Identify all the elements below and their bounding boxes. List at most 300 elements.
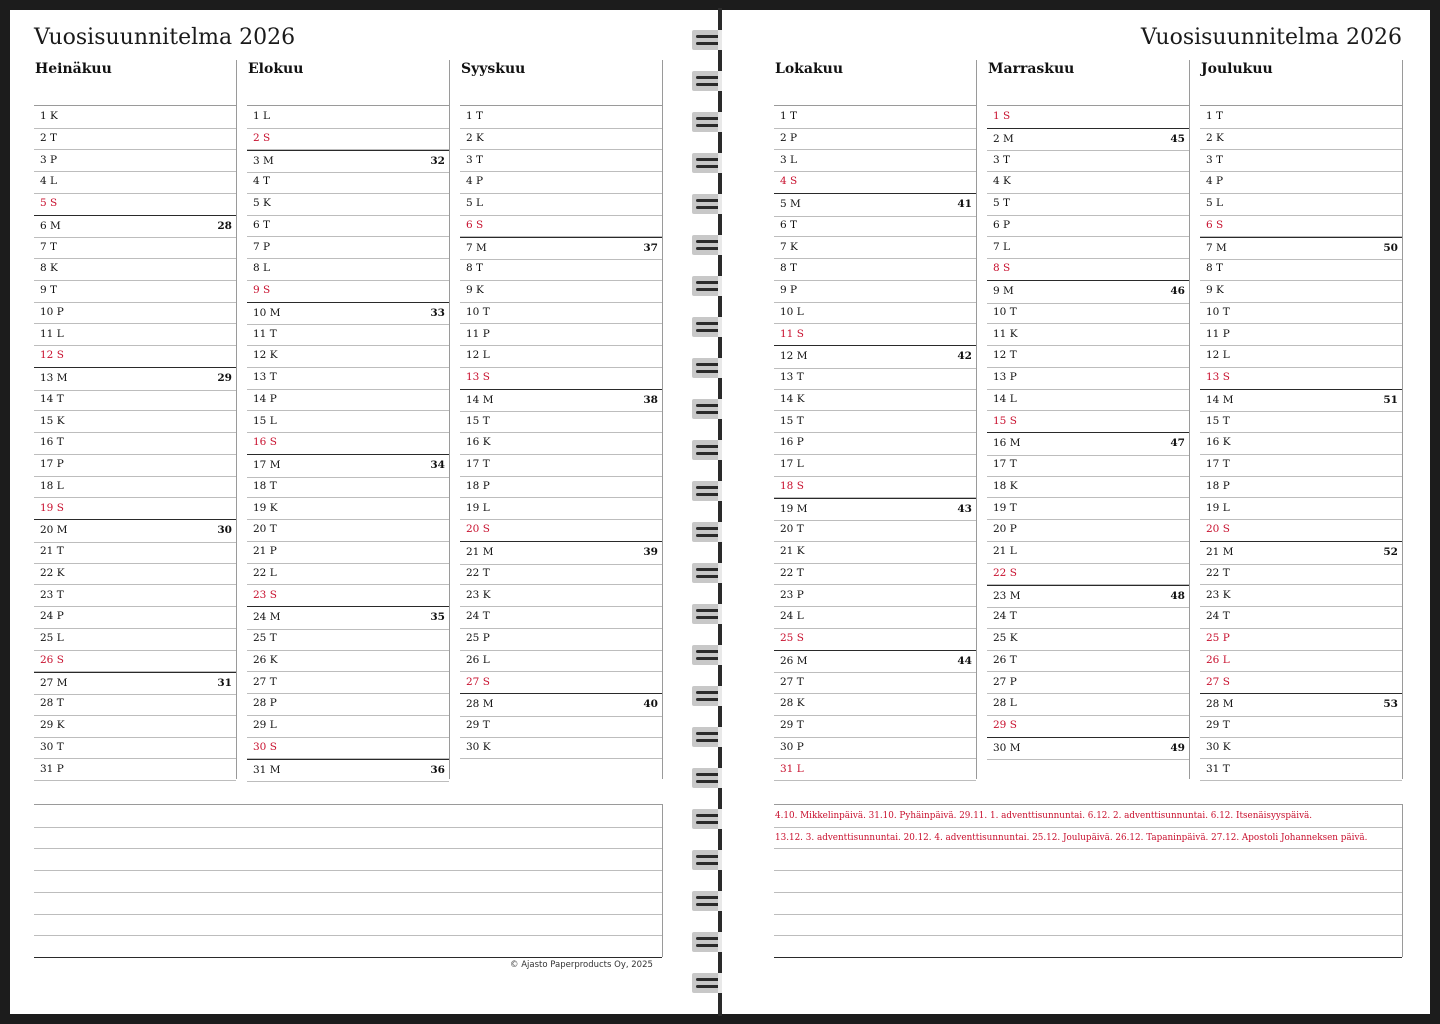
- day-row[interactable]: [1200, 737, 1402, 760]
- day-row[interactable]: [460, 324, 662, 347]
- day-row[interactable]: [460, 389, 662, 413]
- day-row[interactable]: [987, 454, 1189, 477]
- day-row[interactable]: [460, 454, 662, 477]
- day-row[interactable]: [1200, 693, 1402, 717]
- day-row[interactable]: [1200, 541, 1402, 565]
- week-number: 37: [643, 241, 658, 254]
- day-row[interactable]: [34, 389, 236, 412]
- note-line: [34, 957, 662, 958]
- day-label: 26 L: [466, 653, 490, 666]
- day-label: 25 T: [253, 632, 277, 644]
- day-label: 17 T: [466, 458, 490, 470]
- day-label: 14 M: [466, 393, 494, 406]
- day-row[interactable]: [460, 215, 662, 238]
- day-row[interactable]: [247, 280, 449, 303]
- week-number: 35: [430, 611, 445, 624]
- day-row[interactable]: [247, 715, 449, 738]
- day-row[interactable]: [774, 171, 976, 194]
- day-label: 15 T: [466, 414, 490, 427]
- day-row[interactable]: [460, 737, 662, 760]
- day-row[interactable]: [987, 715, 1189, 738]
- day-label: 28 K: [780, 697, 805, 710]
- day-row[interactable]: [987, 258, 1189, 281]
- day-label: 10 L: [780, 305, 804, 318]
- day-label: 10 T: [466, 305, 490, 318]
- day-label: 13 S: [466, 371, 490, 383]
- day-row[interactable]: [247, 563, 449, 586]
- day-row[interactable]: [34, 171, 236, 194]
- day-row[interactable]: [774, 476, 976, 499]
- day-row[interactable]: [1200, 215, 1402, 238]
- day-row[interactable]: [987, 345, 1189, 368]
- day-label: 6 T: [780, 218, 798, 231]
- month-column-joulukuu: [1200, 60, 1403, 779]
- day-label: 12 S: [40, 349, 64, 362]
- day-label: 15 T: [780, 414, 804, 427]
- day-label: 18 K: [993, 479, 1018, 492]
- day-row[interactable]: [460, 150, 662, 173]
- day-row[interactable]: [460, 650, 662, 673]
- day-label: 10 T: [993, 305, 1017, 318]
- day-label: 3 P: [40, 153, 58, 166]
- day-label: 2 K: [466, 131, 484, 144]
- day-row[interactable]: [34, 563, 236, 586]
- day-row[interactable]: [247, 606, 449, 630]
- day-row[interactable]: [774, 628, 976, 651]
- day-row[interactable]: [987, 585, 1189, 609]
- day-row[interactable]: [774, 454, 976, 477]
- day-row[interactable]: [1200, 519, 1402, 542]
- holiday-line-1: 4.10. Mikkelinpäivä. 31.10. Pyhäinpäivä. 29.11. 1. adventtisunnuntai. 6.12. 2. adventtisunnuntai. 6.12. Itsenäisyyspäivä.: [775, 811, 1313, 821]
- day-row[interactable]: [1200, 585, 1402, 608]
- day-row[interactable]: [774, 432, 976, 455]
- day-row[interactable]: [774, 498, 976, 522]
- day-label: 27 P: [993, 675, 1017, 688]
- day-row[interactable]: [774, 693, 976, 716]
- day-label: 31 M: [253, 763, 281, 776]
- day-row[interactable]: [460, 476, 662, 499]
- day-row[interactable]: [987, 150, 1189, 173]
- day-label: 9 K: [466, 284, 484, 296]
- day-row[interactable]: [1200, 302, 1402, 325]
- day-row[interactable]: [774, 519, 976, 542]
- day-row[interactable]: [34, 258, 236, 281]
- day-row[interactable]: [987, 215, 1189, 238]
- day-row[interactable]: [987, 519, 1189, 542]
- day-row[interactable]: [460, 367, 662, 390]
- day-row[interactable]: [987, 367, 1189, 390]
- day-row[interactable]: [774, 606, 976, 629]
- day-label: 7 L: [993, 240, 1010, 253]
- day-label: 17 L: [780, 458, 804, 470]
- day-row[interactable]: [1200, 106, 1402, 129]
- day-row[interactable]: [987, 628, 1189, 651]
- day-label: 20 P: [993, 523, 1017, 536]
- day-label: 22 T: [466, 566, 490, 579]
- day-row[interactable]: [774, 280, 976, 303]
- day-row[interactable]: [987, 498, 1189, 521]
- day-row[interactable]: [987, 171, 1189, 194]
- day-label: 15 S: [993, 414, 1017, 427]
- day-label: 30 T: [40, 740, 64, 753]
- day-row[interactable]: [34, 432, 236, 455]
- day-row[interactable]: [460, 498, 662, 521]
- day-label: 2 M: [993, 132, 1014, 145]
- day-row[interactable]: [460, 106, 662, 129]
- day-label: 1 T: [466, 110, 484, 122]
- day-row[interactable]: [34, 237, 236, 260]
- day-label: 20 T: [780, 523, 804, 536]
- day-row[interactable]: [34, 476, 236, 499]
- day-row[interactable]: [987, 324, 1189, 347]
- day-row[interactable]: [987, 737, 1189, 761]
- week-number: 30: [217, 524, 232, 537]
- day-row[interactable]: [34, 650, 236, 673]
- day-row[interactable]: [247, 215, 449, 238]
- week-number: 29: [217, 372, 232, 384]
- day-row[interactable]: [1200, 171, 1402, 194]
- day-label: 7 K: [780, 240, 798, 253]
- day-label: 23 K: [466, 588, 491, 601]
- day-label: 24 P: [40, 610, 64, 623]
- day-row[interactable]: [34, 193, 236, 216]
- day-row[interactable]: [1200, 715, 1402, 738]
- holiday-line-2: 13.12. 3. adventtisunnuntai. 20.12. 4. adventtisunnuntai. 25.12. Joulupäivä. 26.12. Tapaninpäivä. 27.12. Apostoli Johanneksen päivä.: [775, 833, 1368, 843]
- day-label: 31 L: [780, 762, 804, 775]
- day-row[interactable]: [987, 476, 1189, 499]
- month-name: Elokuu: [248, 61, 304, 77]
- day-row[interactable]: [774, 193, 976, 217]
- day-row[interactable]: [987, 128, 1189, 152]
- day-label: 3 T: [1206, 153, 1224, 166]
- right-page: [722, 10, 1430, 1014]
- day-row[interactable]: [460, 345, 662, 368]
- week-number: 44: [957, 654, 972, 667]
- day-row[interactable]: [1200, 345, 1402, 368]
- day-label: 5 L: [1206, 197, 1223, 209]
- day-row[interactable]: [460, 563, 662, 586]
- day-row[interactable]: [247, 345, 449, 368]
- week-number: 38: [643, 393, 658, 406]
- day-row[interactable]: [34, 302, 236, 325]
- day-row[interactable]: [1200, 628, 1402, 651]
- day-row[interactable]: [774, 715, 976, 738]
- day-row[interactable]: [247, 432, 449, 455]
- day-row[interactable]: [987, 693, 1189, 716]
- day-label: 26 K: [253, 653, 278, 666]
- day-label: 12 L: [466, 349, 490, 362]
- week-number: 33: [430, 306, 445, 319]
- day-label: 13 T: [780, 371, 804, 383]
- note-line: [774, 935, 1402, 936]
- day-row[interactable]: [460, 237, 662, 261]
- day-row[interactable]: [247, 106, 449, 129]
- week-number: 39: [643, 546, 658, 558]
- day-row[interactable]: [1200, 650, 1402, 673]
- day-row[interactable]: [460, 432, 662, 455]
- day-label: 5 L: [466, 197, 483, 209]
- day-row[interactable]: [1200, 258, 1402, 281]
- day-row[interactable]: [247, 302, 449, 326]
- day-row[interactable]: [774, 367, 976, 390]
- day-row[interactable]: [247, 237, 449, 260]
- month-header: [774, 60, 976, 106]
- day-row[interactable]: [1200, 128, 1402, 151]
- day-row[interactable]: [34, 693, 236, 716]
- day-row[interactable]: [247, 585, 449, 608]
- note-line: [774, 870, 1402, 871]
- day-row[interactable]: [247, 389, 449, 412]
- day-row[interactable]: [774, 759, 976, 782]
- day-row[interactable]: [1200, 498, 1402, 521]
- day-label: 9 P: [780, 284, 798, 296]
- week-number: 34: [430, 459, 445, 471]
- day-row[interactable]: [460, 171, 662, 194]
- day-row[interactable]: [460, 302, 662, 325]
- day-row[interactable]: [987, 106, 1189, 129]
- day-label: 9 M: [993, 285, 1014, 297]
- day-row[interactable]: [34, 411, 236, 434]
- day-row[interactable]: [34, 737, 236, 760]
- day-row[interactable]: [774, 585, 976, 608]
- day-label: 23 K: [1206, 588, 1231, 601]
- day-label: 18 L: [40, 479, 64, 492]
- day-label: 25 L: [40, 632, 64, 644]
- day-row[interactable]: [460, 258, 662, 281]
- day-row[interactable]: [774, 411, 976, 434]
- day-label: 12 L: [1206, 349, 1230, 362]
- day-row[interactable]: [34, 280, 236, 303]
- day-row[interactable]: [1200, 476, 1402, 499]
- day-row[interactable]: [34, 606, 236, 629]
- notes-area-right[interactable]: [774, 804, 1403, 957]
- day-row[interactable]: [247, 628, 449, 651]
- day-row[interactable]: [1200, 606, 1402, 629]
- day-row[interactable]: [34, 324, 236, 347]
- day-row[interactable]: [1200, 672, 1402, 695]
- note-line: [34, 914, 662, 915]
- day-label: 13 M: [40, 372, 68, 384]
- note-line: [774, 892, 1402, 893]
- day-row[interactable]: [774, 106, 976, 129]
- day-row[interactable]: [774, 324, 976, 347]
- day-row[interactable]: [247, 693, 449, 716]
- note-line: [774, 848, 1402, 849]
- day-label: 14 K: [780, 392, 805, 405]
- day-row[interactable]: [774, 737, 976, 760]
- day-label: 24 T: [1206, 610, 1230, 623]
- day-label: 29 T: [1206, 719, 1230, 731]
- day-row[interactable]: [774, 150, 976, 173]
- week-number: 51: [1383, 393, 1398, 406]
- day-label: 9 S: [253, 284, 271, 296]
- day-row[interactable]: [247, 411, 449, 434]
- month-header: [247, 60, 449, 106]
- day-row[interactable]: [247, 519, 449, 542]
- day-row[interactable]: [247, 672, 449, 695]
- day-label: 30 M: [993, 741, 1021, 754]
- day-row[interactable]: [247, 650, 449, 673]
- day-row[interactable]: [34, 628, 236, 651]
- day-row[interactable]: [460, 715, 662, 738]
- day-row[interactable]: [34, 106, 236, 129]
- day-row[interactable]: [987, 237, 1189, 260]
- month-column-heinakuu: [34, 60, 237, 779]
- day-label: 28 M: [466, 698, 494, 711]
- day-row[interactable]: [460, 606, 662, 629]
- day-row[interactable]: [34, 345, 236, 368]
- day-row[interactable]: [1200, 759, 1402, 782]
- day-row[interactable]: [34, 367, 236, 391]
- day-label: 29 T: [780, 719, 804, 731]
- day-label: 1 T: [1206, 110, 1224, 122]
- day-row[interactable]: [460, 585, 662, 608]
- day-label: 22 T: [1206, 566, 1230, 579]
- day-label: 23 S: [253, 588, 277, 601]
- week-number: 41: [957, 198, 972, 210]
- day-row[interactable]: [247, 498, 449, 521]
- day-row[interactable]: [460, 541, 662, 565]
- day-label: 7 M: [1206, 241, 1227, 254]
- day-row[interactable]: [460, 128, 662, 151]
- day-label: 15 L: [253, 414, 277, 427]
- day-row[interactable]: [987, 606, 1189, 629]
- week-number: 50: [1383, 241, 1398, 254]
- day-label: 20 T: [253, 523, 277, 536]
- day-row[interactable]: [1200, 454, 1402, 477]
- day-label: 2 P: [780, 131, 798, 144]
- day-row[interactable]: [774, 237, 976, 260]
- day-row[interactable]: [987, 411, 1189, 434]
- day-row[interactable]: [1200, 563, 1402, 586]
- day-label: 16 S: [253, 436, 277, 449]
- day-label: 5 S: [40, 197, 58, 209]
- day-row[interactable]: [247, 258, 449, 281]
- day-label: 28 T: [40, 697, 64, 710]
- day-row[interactable]: [987, 672, 1189, 695]
- day-label: 25 P: [466, 632, 490, 644]
- day-row[interactable]: [774, 672, 976, 695]
- day-row[interactable]: [774, 128, 976, 151]
- day-row[interactable]: [34, 150, 236, 173]
- day-row[interactable]: [987, 193, 1189, 216]
- day-row[interactable]: [460, 280, 662, 303]
- day-label: 29 T: [466, 719, 490, 731]
- day-label: 6 S: [1206, 218, 1224, 231]
- day-row[interactable]: [34, 541, 236, 564]
- day-row[interactable]: [987, 541, 1189, 564]
- day-row[interactable]: [1200, 150, 1402, 173]
- week-number: 49: [1170, 741, 1185, 754]
- day-label: 3 M: [253, 154, 274, 167]
- day-row[interactable]: [460, 519, 662, 542]
- day-row[interactable]: [460, 628, 662, 651]
- day-row[interactable]: [774, 302, 976, 325]
- day-row[interactable]: [987, 280, 1189, 304]
- day-row[interactable]: [34, 715, 236, 738]
- week-number: 52: [1383, 546, 1398, 558]
- day-label: 23 P: [780, 588, 804, 601]
- day-row[interactable]: [247, 476, 449, 499]
- day-row[interactable]: [1200, 280, 1402, 303]
- day-label: 28 M: [1206, 698, 1234, 711]
- week-number: 40: [643, 698, 658, 711]
- day-row[interactable]: [247, 171, 449, 194]
- day-row[interactable]: [34, 215, 236, 239]
- day-row[interactable]: [987, 563, 1189, 586]
- day-row[interactable]: [774, 541, 976, 564]
- day-label: 4 P: [466, 175, 484, 188]
- day-row[interactable]: [247, 454, 449, 478]
- week-number: 47: [1170, 437, 1185, 450]
- day-row[interactable]: [1200, 389, 1402, 413]
- day-row[interactable]: [987, 389, 1189, 412]
- day-row[interactable]: [460, 672, 662, 695]
- day-label: 8 S: [993, 262, 1011, 275]
- day-label: 8 T: [466, 262, 484, 275]
- day-label: 11 P: [466, 327, 490, 340]
- notes-area-left[interactable]: [34, 804, 663, 957]
- day-label: 14 L: [993, 392, 1017, 405]
- day-row[interactable]: [247, 367, 449, 390]
- day-row[interactable]: [1200, 367, 1402, 390]
- day-row[interactable]: [247, 541, 449, 564]
- day-row[interactable]: [1200, 324, 1402, 347]
- day-row[interactable]: [247, 324, 449, 347]
- day-row[interactable]: [247, 193, 449, 216]
- day-label: 13 P: [993, 371, 1017, 383]
- day-row[interactable]: [460, 193, 662, 216]
- day-label: 22 T: [780, 566, 804, 579]
- day-row[interactable]: [774, 345, 976, 369]
- day-row[interactable]: [1200, 237, 1402, 261]
- day-row[interactable]: [460, 693, 662, 717]
- day-row[interactable]: [1200, 432, 1402, 455]
- day-label: 27 M: [40, 676, 68, 689]
- day-row[interactable]: [460, 411, 662, 434]
- day-row[interactable]: [34, 519, 236, 543]
- week-number: 53: [1383, 698, 1398, 711]
- day-row[interactable]: [247, 737, 449, 760]
- day-row[interactable]: [34, 585, 236, 608]
- day-row[interactable]: [247, 759, 449, 783]
- day-row[interactable]: [774, 258, 976, 281]
- day-label: 1 L: [253, 110, 270, 122]
- day-row[interactable]: [987, 650, 1189, 673]
- day-row[interactable]: [34, 128, 236, 151]
- day-row[interactable]: [247, 128, 449, 151]
- day-row[interactable]: [774, 650, 976, 674]
- day-row[interactable]: [34, 454, 236, 477]
- day-row[interactable]: [1200, 193, 1402, 216]
- day-label: 27 S: [466, 675, 490, 688]
- day-row[interactable]: [34, 498, 236, 521]
- day-row[interactable]: [774, 215, 976, 238]
- day-label: 26 S: [40, 653, 64, 666]
- day-label: 7 M: [466, 241, 487, 254]
- day-row[interactable]: [34, 672, 236, 696]
- day-label: 24 M: [253, 611, 281, 624]
- day-row[interactable]: [1200, 411, 1402, 434]
- day-row[interactable]: [774, 389, 976, 412]
- day-row[interactable]: [247, 150, 449, 174]
- day-label: 12 K: [253, 349, 278, 362]
- day-row[interactable]: [774, 563, 976, 586]
- day-row[interactable]: [987, 302, 1189, 325]
- day-row[interactable]: [34, 759, 236, 782]
- day-row[interactable]: [987, 432, 1189, 456]
- day-label: 21 L: [993, 545, 1017, 557]
